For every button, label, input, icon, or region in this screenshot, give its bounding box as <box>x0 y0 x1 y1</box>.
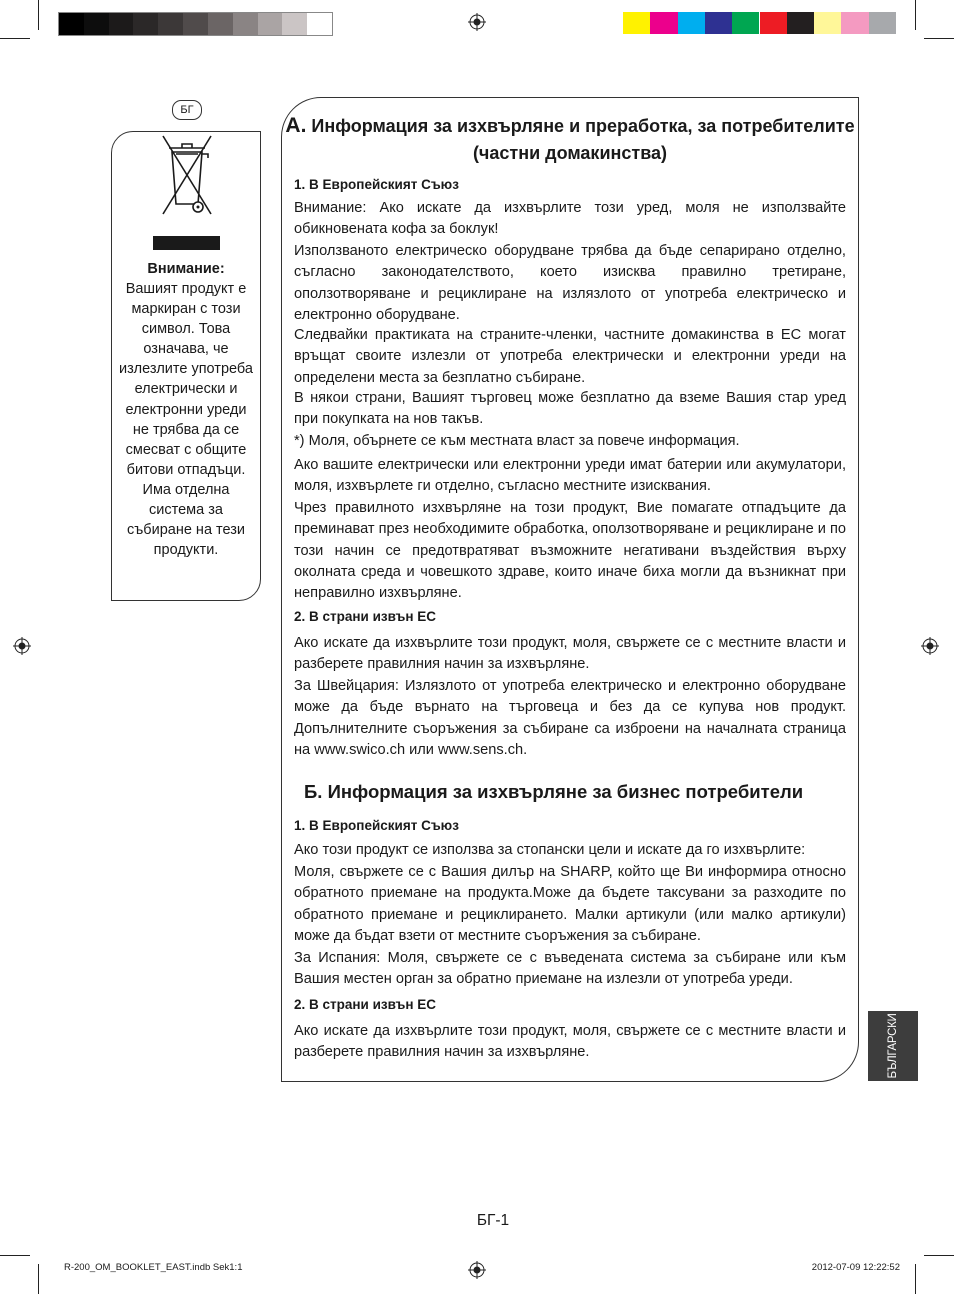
registration-mark-icon <box>921 637 939 655</box>
section-b-para: Ако искате да изхвърлите този продукт, моля, свържете се с местните власти и разберете правилния начин за изхвърляне. <box>294 1023 846 1061</box>
color-swatch <box>760 12 787 34</box>
section-a-para: Ако искате да изхвърлите този продукт, моля, свържете се с местните власти и разберете правилния начин за изхвърляне. <box>294 635 846 673</box>
section-a-letter: A. <box>285 114 307 137</box>
section-a-para: *) Моля, обърнете се към местната власт за повече информация. <box>294 433 740 449</box>
registration-mark-icon <box>468 13 486 31</box>
crop-mark <box>924 1255 954 1256</box>
section-b-para: Ако този продукт се използва за стопански цели и искате да го изхвърлите: <box>294 842 806 858</box>
section-a-para: Чрез правилното изхвърляне на този продукт, Вие помагате отпадъците да преминават през необходимите обработка, оползотворяване и рециклиране и по този начин се предотвратяват възможните негативани въздействия върху околната среда и човешкото здраве, които иначе биха могли да възникнат при неправилно изхвърляне. <box>294 500 846 602</box>
color-swatch <box>732 12 759 34</box>
section-a-para: Внимание: Ако искате да изхвърлите този уред, моля не използвайте обикновената кофа за боклук! <box>294 200 846 238</box>
crop-mark <box>0 38 30 39</box>
weee-warning-box <box>111 131 261 601</box>
registration-mark-icon <box>13 637 31 655</box>
color-bar <box>623 12 896 34</box>
color-swatch <box>814 12 841 34</box>
color-swatch <box>84 13 109 35</box>
section-b-heading: Б. Информация за изхвърляне за бизнес потребители <box>304 781 804 802</box>
language-side-tab-label: БЪЛГАРСКИ <box>887 1013 899 1079</box>
color-swatch <box>705 12 732 34</box>
warning-text: Вашият продукт е маркиран с този символ. Това означава, че излезлите употреба електрически и електронни уреди не трябва да се смесват с общите битови отпадъци. Има отделна система за събиране на тези продукти. <box>119 281 253 559</box>
registration-mark-icon <box>468 1261 486 1279</box>
section-a-sub2: 2. В страни извън ЕС <box>294 609 437 624</box>
grayscale-bar <box>58 12 333 36</box>
separation-bar <box>153 236 220 250</box>
crop-mark <box>924 38 954 39</box>
color-swatch <box>233 13 258 35</box>
color-swatch <box>841 12 868 34</box>
color-swatch <box>109 13 134 35</box>
section-a-para: В някои страни, Вашият търговец може безплатно да вземе Вашия стар уред при покупката на нов такъв. <box>294 390 846 428</box>
section-a-para: Ако вашите електрически или електронни уреди имат батерии или акумулатори, моля, изхвърлете ги отделно, съгласно местните изисквания. <box>294 457 846 495</box>
language-code-badge: БГ <box>172 100 202 120</box>
warning-title: Внимание: <box>147 261 225 277</box>
color-swatch <box>158 13 183 35</box>
crop-mark <box>0 1255 30 1256</box>
crop-mark <box>38 0 39 30</box>
section-b-sub1: 1. В Европейският Съюз <box>294 818 459 833</box>
color-swatch <box>869 12 896 34</box>
color-swatch <box>678 12 705 34</box>
section-a-para: Използваното електрическо оборудване трябва да бъде сепарирано отделно, съгласно законодателството, което изисква правилно третиране, оползотворяване и рециклиране на излязлото от употреба електрическо и електронно оборудване. <box>294 243 846 323</box>
page-number: БГ-1 <box>476 1212 510 1229</box>
color-swatch <box>282 13 307 35</box>
color-swatch <box>208 13 233 35</box>
section-a-heading <box>282 112 858 167</box>
crop-mark <box>38 1264 39 1294</box>
color-swatch <box>133 13 158 35</box>
crop-mark <box>915 1264 916 1294</box>
crossed-out-wheelie-bin-icon <box>160 132 214 218</box>
footer-file-info: R-200_OM_BOOKLET_EAST.indb Sek1:1 <box>64 1262 243 1273</box>
section-b-para: За Испания: Моля, свържете се с въведената система за събиране или към Вашия местен орган за обратно приемане на излезли от употреба уреди. <box>294 950 846 988</box>
language-side-tab <box>868 1011 918 1081</box>
color-swatch <box>623 12 650 34</box>
color-swatch <box>307 13 332 35</box>
color-swatch <box>650 12 677 34</box>
section-a-sub1: 1. В Европейският Съюз <box>294 177 459 192</box>
color-swatch <box>183 13 208 35</box>
crop-mark <box>915 0 916 30</box>
disposal-info-box <box>281 97 859 1082</box>
footer-timestamp: 2012-07-09 12:22:52 <box>811 1262 900 1273</box>
section-a-para: Следвайки практиката на страните-членки, частните домакинства в ЕС могат връщат своите излезли от употреба електрически и електронни уреди на определени места за безплатно събиране. <box>294 327 846 386</box>
section-b-sub2: 2. В страни извън ЕС <box>294 997 437 1012</box>
color-swatch <box>59 13 84 35</box>
section-a-para: За Швейцария: Излязлото от употреба електрическо и електронно оборудване може да бъде върнато на търговеца и без да се купува нов продукт. Допълнителните съоръжения за събиране са изброени на началната страница на www.swico.ch или www.sens.ch. <box>294 678 846 758</box>
section-a-heading-text: Информация за изхвърляне и преработка, за потребителите (частни домакинства) <box>311 116 855 163</box>
color-swatch <box>787 12 814 34</box>
section-b-para: Моля, свържете се с Вашия дилър на SHARP, който ще Ви информира относно обратното приемане на продукта.Може да бъдете таксувани за разходите по обратното приемане и рециклирането. Малки артикули (или малко артикули) може да бъдат взети от местните съоръжения за събиране. <box>294 864 846 944</box>
color-swatch <box>258 13 283 35</box>
